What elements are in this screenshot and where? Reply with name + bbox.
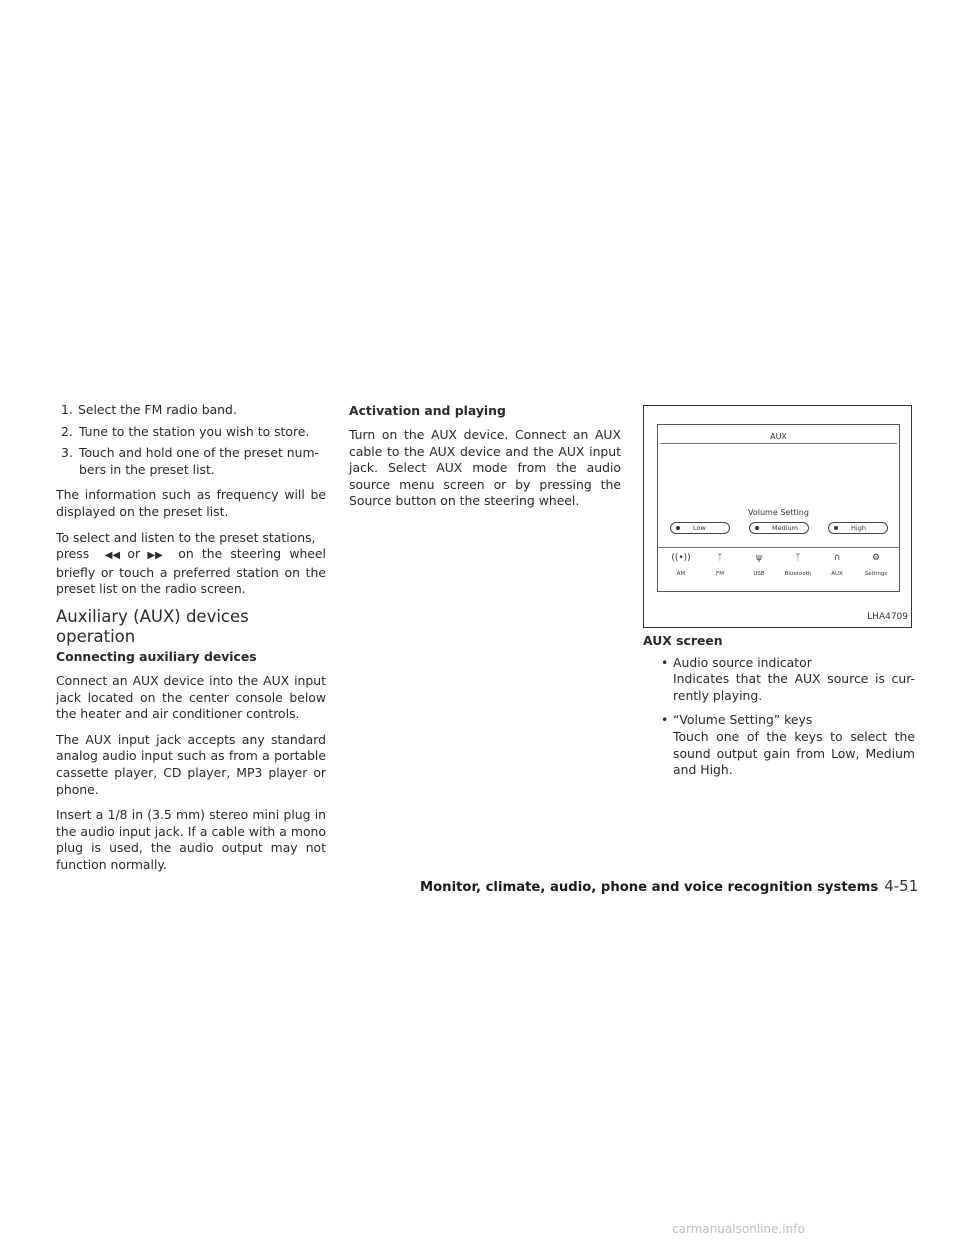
paragraph-jack: The AUX input jack accepts any standard analog audio input such as from a portable cassette player, CD player, MP3 player or phone. (56, 731, 326, 797)
volume-low-key[interactable]: Low (670, 522, 730, 534)
display-screen (657, 424, 900, 592)
step-item: 1. Select the FM radio band. (61, 402, 237, 417)
radio-dot-icon (834, 526, 838, 530)
figure-caption: AUX screen (643, 633, 723, 648)
paragraph-select: To select and listen to the preset stations, press ◀◀ or ▶▶ on the steering wheel briefly or touch a preferred station on the preset list on the radio screen. (56, 529, 326, 597)
page-number: 4-51 (884, 877, 919, 895)
usb-icon: ψ (756, 553, 762, 563)
aux-plug-icon: ∩ (833, 553, 841, 563)
antenna-icon: ᛉ (717, 553, 723, 563)
tab-am[interactable]: ((•)) AM (662, 552, 700, 588)
seek-forward-icon: ▶▶ (147, 550, 163, 562)
tab-fm[interactable]: ᛉ FM (701, 552, 739, 588)
bullet-list (643, 655, 915, 779)
bullet-dot: • (661, 654, 669, 670)
screen-title: AUX (770, 432, 787, 441)
volume-high-key[interactable]: High (828, 522, 888, 534)
bullet-dot: • (661, 712, 669, 728)
bluetooth-icon: ᛉ (795, 553, 801, 563)
middle-column (349, 403, 621, 519)
tab-bluetooth[interactable]: ᛉ Bluetooth (779, 552, 817, 588)
antenna-icon: ((•)) (671, 553, 691, 563)
radio-dot-icon (755, 526, 759, 530)
radio-dot-icon (676, 526, 680, 530)
tab-usb[interactable]: ψ USB (740, 552, 778, 588)
tab-settings[interactable]: ⚙ Settings (857, 552, 895, 588)
bullet-item: • Audio source indicator Indicates that the AUX source is cur-rently playing. (661, 654, 915, 703)
tab-aux[interactable]: ∩ AUX (818, 552, 856, 588)
paragraph-connect: Connect an AUX device into the AUX input jack located on the center console below the heater and air conditioner controls. (56, 672, 326, 722)
watermark: carmanualsonline.info (672, 1222, 805, 1236)
gear-icon: ⚙ (871, 553, 881, 563)
bullet-item: • “Volume Setting” keys Touch one of the keys to select the sound output gain from Low, Medium and High. (661, 712, 915, 778)
volume-keys (670, 522, 887, 535)
paragraph-activation: Turn on the AUX device. Connect an AUX cable to the AUX device and the AUX input jack. Select AUX mode from the audio source menu screen or by pressing the Source button on the steering wheel. (349, 427, 621, 509)
divider (660, 443, 897, 444)
volume-setting-label: Volume Setting (748, 508, 809, 517)
page-footer (420, 876, 919, 895)
subheading-activation: Activation and playing (349, 403, 506, 418)
subheading-connecting: Connecting auxiliary devices (56, 648, 257, 664)
volume-medium-key[interactable]: Medium (749, 522, 809, 534)
preset-steps (56, 402, 326, 478)
paragraph-insert: Insert a 1/8 in (3.5 mm) stereo mini plug in the audio input jack. If a cable with a mono plug is used, the audio output may not function normally. (56, 807, 326, 872)
step-item: 2. Tune to the station you wish to store. (61, 423, 310, 439)
right-column (643, 405, 915, 787)
footer-title: Monitor, climate, audio, phone and voice recognition systems (420, 880, 879, 895)
step-item: 3. Touch and hold one of the preset num-bers in the preset list. (61, 445, 320, 477)
paragraph-info: The information such as frequency will be displayed on the preset list. (56, 487, 326, 519)
figure-code: LHA4709 (867, 612, 908, 623)
seek-back-icon: ◀◀ (104, 550, 121, 562)
aux-screen-figure (643, 405, 912, 628)
left-column (56, 402, 326, 882)
source-tabs (662, 552, 895, 588)
divider (658, 547, 899, 548)
section-title: Auxiliary (AUX) devices operation (56, 606, 249, 646)
